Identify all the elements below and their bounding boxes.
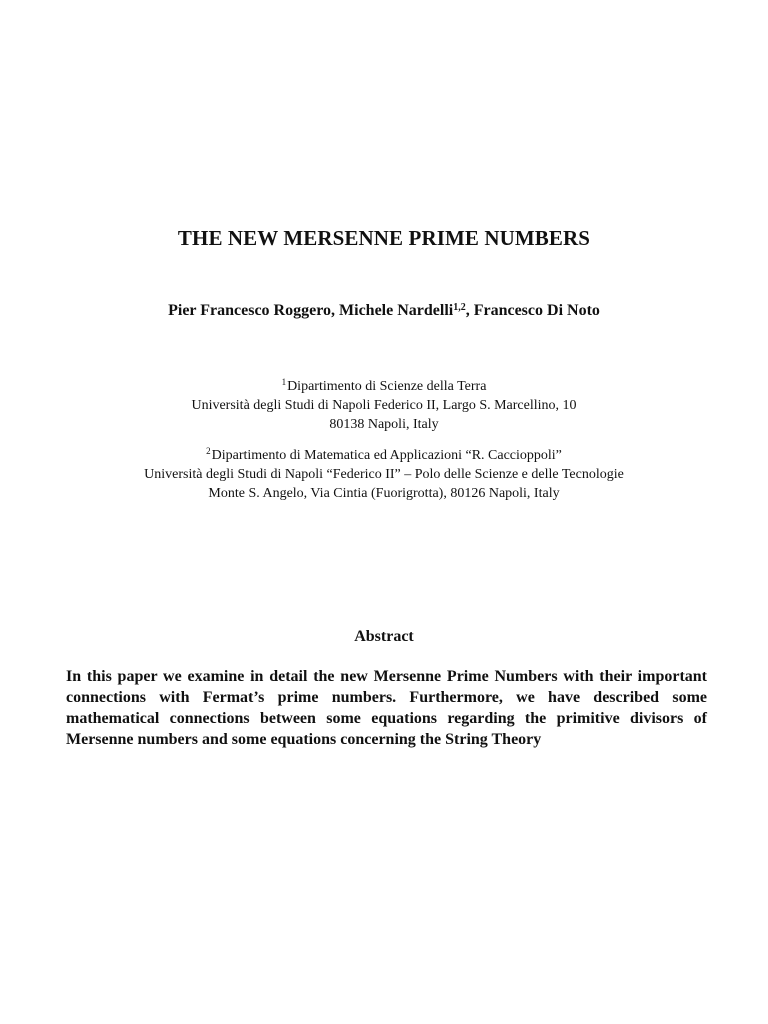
affiliation-1-line-1 <box>0 377 768 396</box>
affiliation-1-department: Dipartimento di Scienze della Terra <box>287 379 487 394</box>
affiliation-2-line-1 <box>0 446 768 465</box>
affiliation-2 <box>0 446 768 503</box>
author-roggero: Pier Francesco Roggero, <box>168 302 340 319</box>
abstract-heading: Abstract <box>354 628 414 645</box>
affiliation-1-university: Università degli Studi di Napoli Federico II, Largo S. Marcellino, 10 <box>191 398 577 413</box>
affiliation-1-marker: 1 <box>281 377 287 387</box>
author-nardelli-affiliation-marker: 1,2 <box>453 302 466 313</box>
author-nardelli: Michele Nardelli <box>339 302 454 319</box>
affiliation-2-address: Monte S. Angelo, Via Cintia (Fuorigrotta), 80126 Napoli, Italy <box>208 486 560 501</box>
author-di-noto: , Francesco Di Noto <box>465 302 600 319</box>
affiliation-2-department: Dipartimento di Matematica ed Applicazioni “R. Caccioppoli” <box>211 448 562 463</box>
abstract-text: In this paper we examine in detail the new Mersenne Prime Numbers with their important connections with Fermat’s prime numbers. Furthermore, we have described some mathematical connections between some equations regarding the primitive divisors of Mersenne numbers and some equations concerning the String Theory <box>66 668 707 748</box>
affiliation-2-marker: 2 <box>206 446 211 456</box>
affiliation-1-city: 80138 Napoli, Italy <box>329 417 439 432</box>
affiliation-1 <box>0 377 768 434</box>
author-list <box>0 302 768 320</box>
paper-title: THE NEW MERSENNE PRIME NUMBERS <box>177 226 591 250</box>
affiliation-2-university: Università degli Studi di Napoli “Federico II” – Polo delle Scienze e delle Tecnologie <box>144 467 624 482</box>
